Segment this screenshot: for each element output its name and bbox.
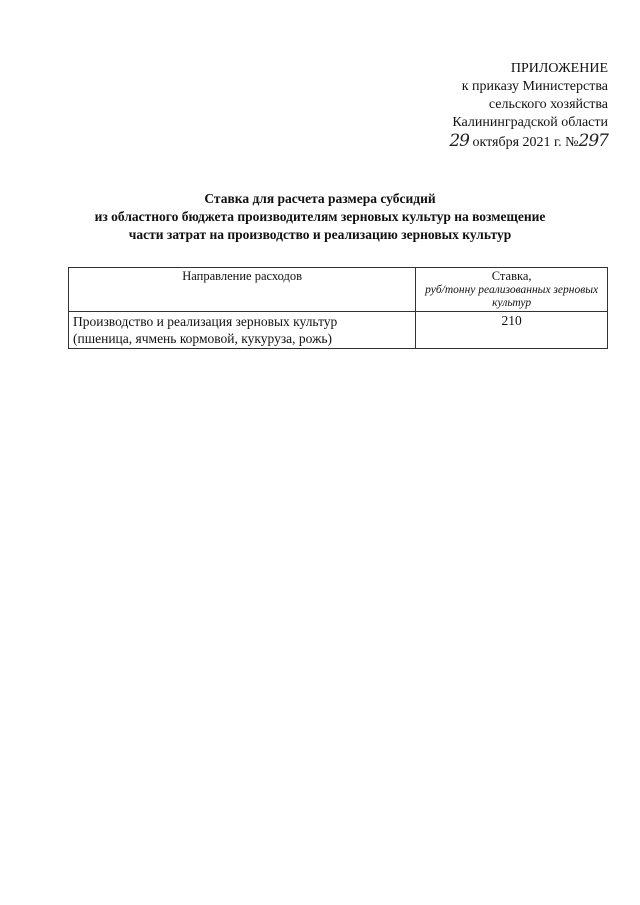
date-text: октября 2021 г. № [468, 135, 579, 150]
row-direction-line-2: (пшеница, ячмень кормовой, кукуруза, рожь) [73, 331, 333, 346]
header-direction: Направление расходов [69, 268, 416, 312]
appendix-date-line [378, 132, 608, 152]
appendix-block [378, 60, 608, 152]
header-rate-unit: руб/тонну реализованных зерновых культур [425, 284, 599, 309]
document-title [0, 190, 640, 244]
header-rate [416, 268, 608, 312]
appendix-title: ПРИЛОЖЕНИЕ [510, 61, 608, 76]
title-line-2: из областного бюджета производителям зерновых культур на возмещение [94, 209, 546, 224]
rates-table [68, 267, 608, 349]
handwritten-day: 29 [449, 131, 469, 151]
title-line-3: части затрат на производство и реализацию зерновых культур [128, 227, 512, 242]
row-direction-line-1: Производство и реализация зерновых культур [73, 314, 338, 329]
row-rate-value: 210 [416, 312, 608, 349]
row-direction [69, 312, 416, 349]
appendix-line-region: Калининградской области [452, 115, 608, 130]
appendix-line-order: к приказу Министерства [461, 79, 608, 94]
title-line-1: Ставка для расчета размера субсидий [204, 191, 436, 206]
handwritten-order-number: 297 [578, 131, 608, 151]
table-header-row [69, 268, 608, 312]
header-rate-label: Ставка, [491, 269, 532, 283]
table-row [69, 312, 608, 349]
appendix-line-ministry: сельского хозяйства [488, 97, 608, 112]
